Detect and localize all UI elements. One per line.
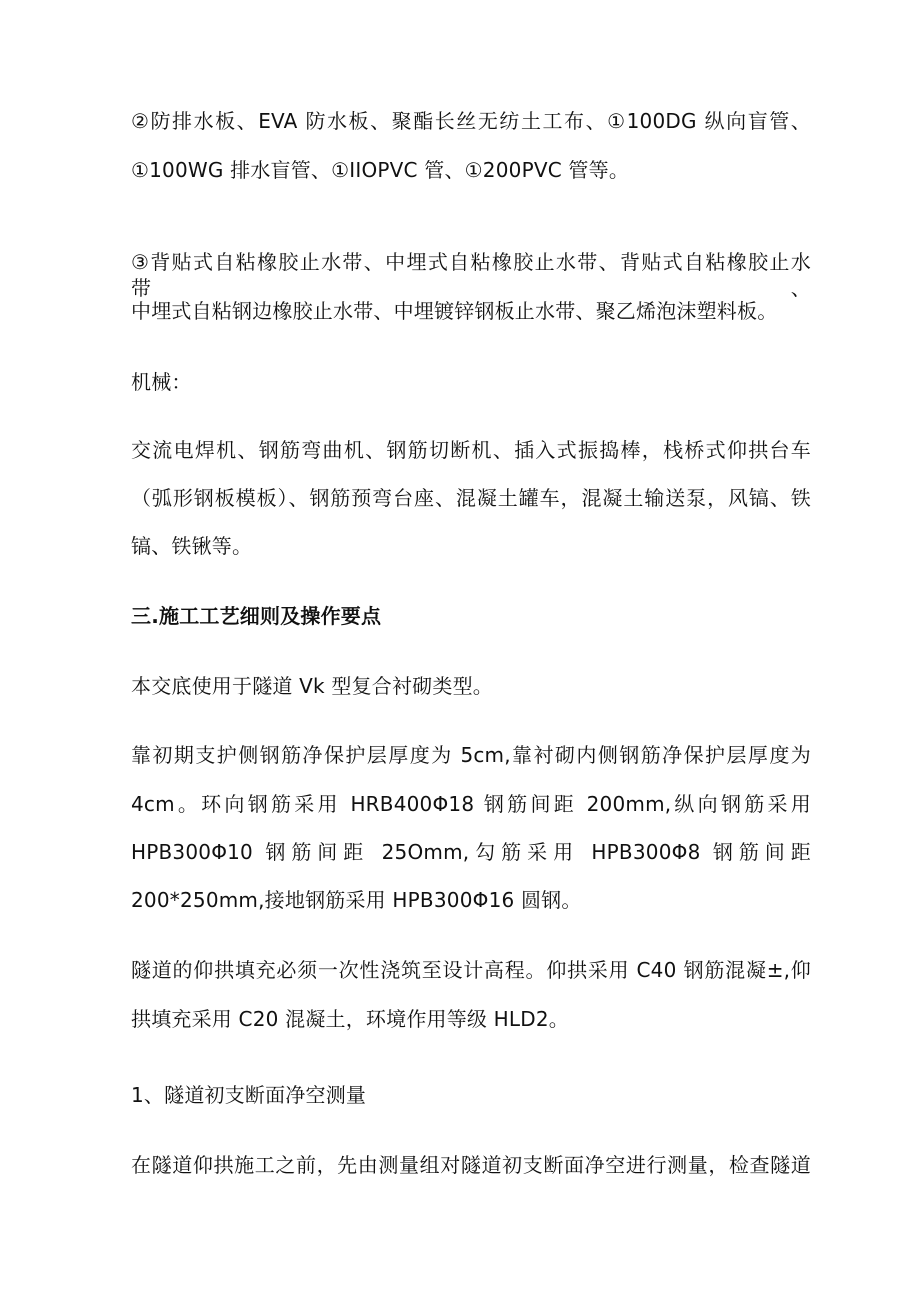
step-title: 1、隧道初支断面净空测量 xyxy=(131,1083,367,1107)
paragraph-line: 在隧道仰拱施工之前，先由测量组对隧道初支断面净空进行测量，检查隧道 xyxy=(131,1153,811,1177)
paragraph-line: 交流电焊机、钢筋弯曲机、钢筋切断机、插入式振捣棒，栈桥式仰拱台车 xyxy=(131,438,811,462)
paragraph-line: 4cm。环向钢筋采用 HRB400Φ18 钢筋间距 200mm,纵向钢筋采用 xyxy=(131,792,811,816)
machinery-heading: 机械： xyxy=(131,370,192,394)
paragraph-line: ②防排水板、EVA 防水板、聚酯长丝无纺土工布、①100DG 纵向盲管、 xyxy=(131,109,811,133)
paragraph-line: HPB300Φ10 钢筋间距 25Omm,勾筋采用 HPB300Φ8 钢筋间距 xyxy=(131,840,811,864)
paragraph-line: ③背贴式自粘橡胶止水带、中埋式自粘橡胶止水带、背贴式自粘橡胶止水带、 xyxy=(131,250,811,300)
paragraph-line: 本交底使用于隧道 Vk 型复合衬砌类型。 xyxy=(131,674,493,698)
paragraph-line: 靠初期支护侧钢筋净保护层厚度为 5cm,靠衬砌内侧钢筋净保护层厚度为 xyxy=(131,743,811,767)
paragraph-line: 拱填充采用 C20 混凝土，环境作用等级 HLD2。 xyxy=(131,1007,569,1031)
paragraph-line: 中埋式自粘钢边橡胶止水带、中埋镀锌钢板止水带、聚乙烯泡沫塑料板。 xyxy=(131,299,778,323)
paragraph-line: 200*250mm,接地钢筋采用 HPB300Φ16 圆钢。 xyxy=(131,888,582,912)
paragraph-line: ①100WG 排水盲管、①IIOPVC 管、①200PVC 管等。 xyxy=(131,158,630,182)
paragraph-line: （弧形钢板模板）、钢筋预弯台座、混凝土罐车，混凝土输送泵，风镐、铁 xyxy=(131,486,811,510)
section-title: 三.施工工艺细则及操作要点 xyxy=(131,604,382,628)
paragraph-line: 镐、铁锹等。 xyxy=(131,534,253,558)
paragraph-line: 隧道的仰拱填充必须一次性浇筑至设计高程。仰拱采用 C40 钢筋混凝±,仰 xyxy=(131,958,811,982)
